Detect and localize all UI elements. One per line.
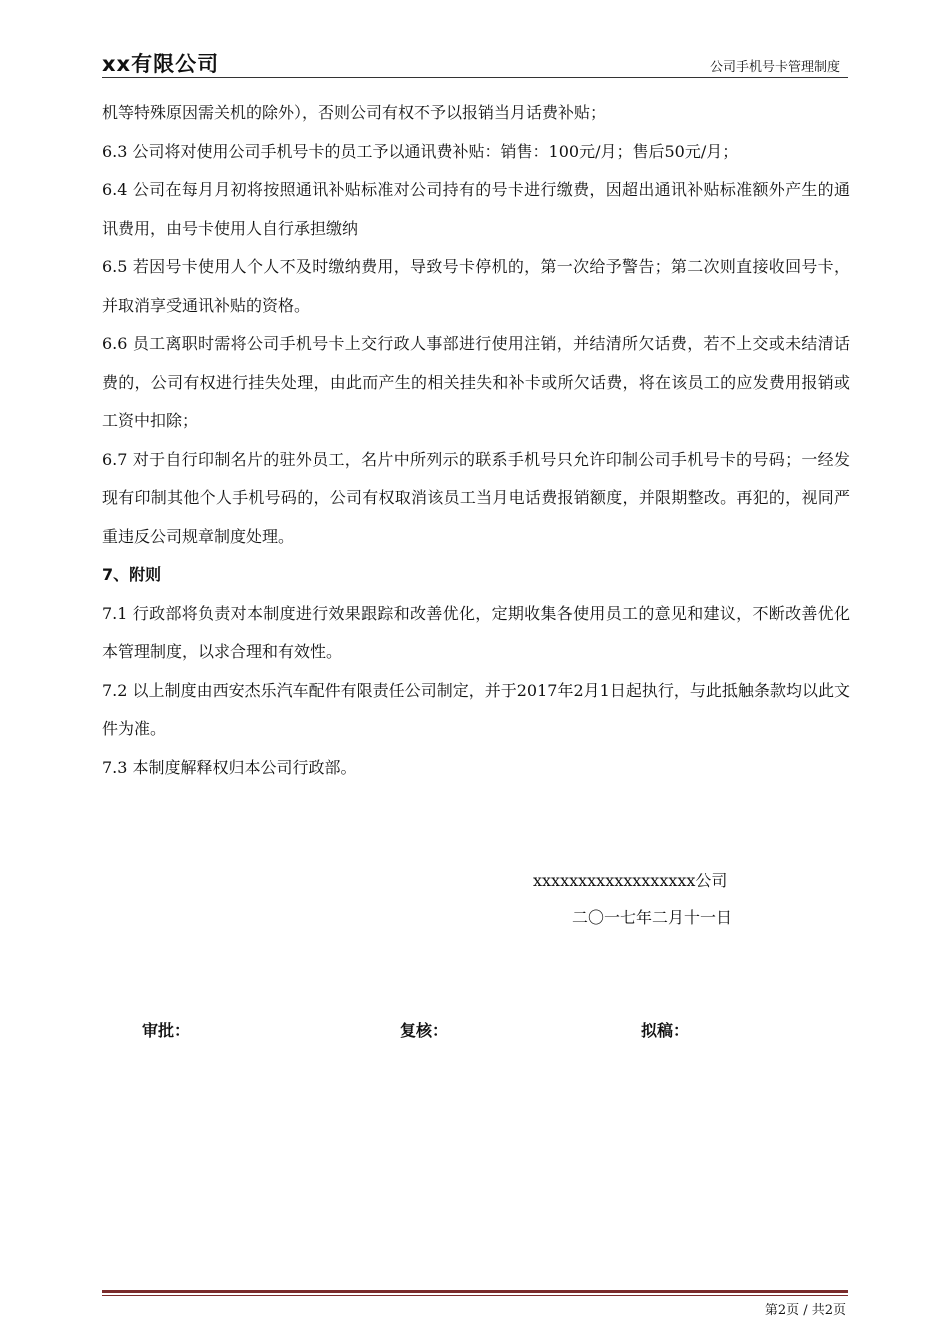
clause-paragraph: 7.2 以上制度由西安杰乐汽车配件有限责任公司制定，并于2017年2月1日起执行，与此抵触条款均以此文件为准。: [102, 680, 850, 738]
clause-paragraph: 7.1 行政部将负责对本制度进行效果跟踪和改善优化，定期收集各使用员工的意见和建议，不断改善优化本管理制度，以求合理和有效性。: [102, 603, 850, 661]
section-heading: 7、附则: [102, 565, 162, 584]
signature-date: 二〇一七年二月十一日: [572, 908, 733, 927]
approval-label: 审批：: [142, 1021, 191, 1040]
clause-paragraph: 6.3 公司将对使用公司手机号卡的员工予以通讯费补贴：销售：100元/月；售后50元/月；: [102, 141, 739, 161]
review-label: 复核：: [400, 1021, 449, 1040]
footer-divider-thin: [102, 1295, 848, 1296]
clause-paragraph: 6.7 对于自行印制名片的驻外员工，名片中所列示的联系手机号只允许印制公司手机号卡的号码；一经发现有印制其他个人手机号码的，公司有权取消该员工当月电话费报销额度，并限期整改。再犯的，视同严重违反公司规章制度处理。: [102, 449, 850, 546]
header-divider: [102, 77, 848, 78]
clause-paragraph: 6.4 公司在每月月初将按照通讯补贴标准对公司持有的号卡进行缴费，因超出通讯补贴标准额外产生的通讯费用，由号卡使用人自行承担缴纳: [102, 180, 850, 238]
company-name: xx有限公司: [102, 52, 220, 76]
page-number: 第2页 / 共2页: [764, 1303, 846, 1318]
clause-paragraph: 机等特殊原因需关机的除外），否则公司有权不予以报销当月话费补贴；: [102, 103, 607, 122]
clause-paragraph: 6.6 员工离职时需将公司手机号卡上交行政人事部进行使用注销，并结清所欠话费，若不上交或未结清话费的，公司有权进行挂失处理，由此而产生的相关挂失和补卡或所欠话费，将在该员工的应发费用报销或工资中扣除；: [102, 334, 850, 430]
document-title: 公司手机号卡管理制度: [709, 60, 840, 75]
document-body: [102, 94, 850, 787]
signature-company: xxxxxxxxxxxxxxxxxx公司: [533, 871, 728, 890]
footer-divider: [102, 1290, 848, 1293]
clause-paragraph: 6.5 若因号卡使用人个人不及时缴纳费用，导致号卡停机的，第一次给予警告；第二次则直接收回号卡，并取消享受通讯补贴的资格。: [102, 257, 850, 315]
draft-label: 拟稿：: [641, 1021, 690, 1040]
page-header: [102, 44, 848, 82]
clause-paragraph: 7.3 本制度解释权归本公司行政部。: [102, 757, 357, 777]
